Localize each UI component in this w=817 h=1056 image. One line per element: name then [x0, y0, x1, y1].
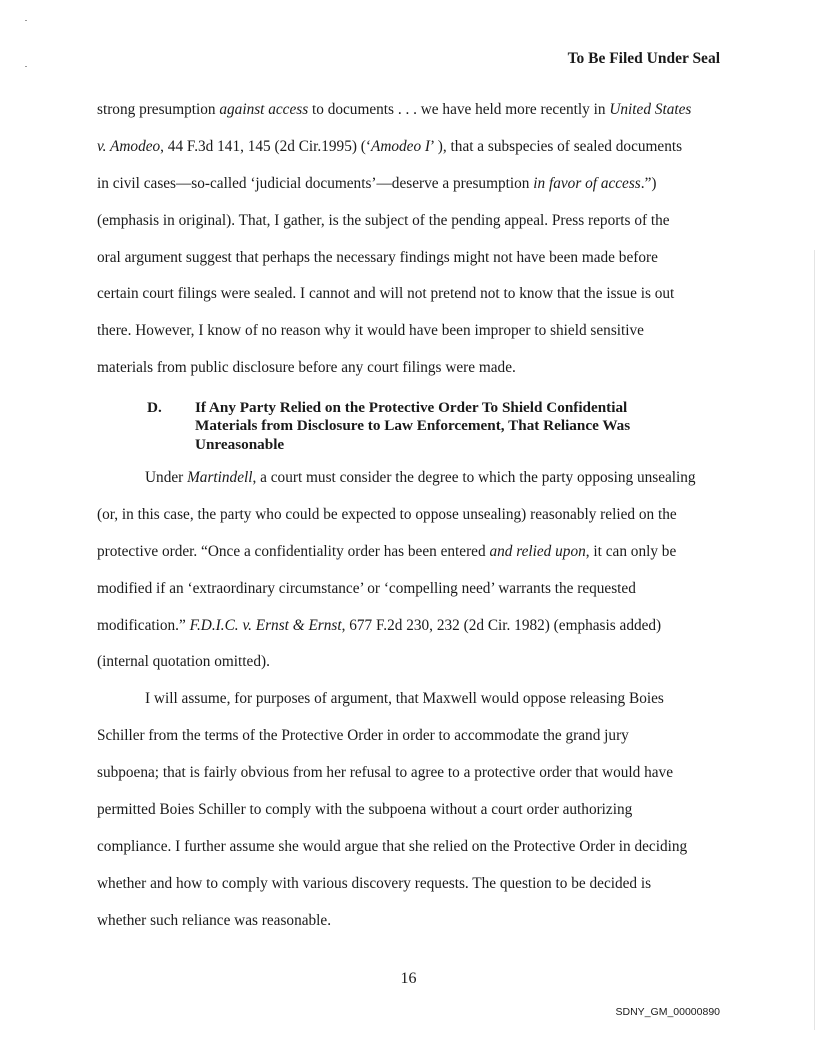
text-line: oral argument suggest that perhaps the necessary findings might not have been made before [97, 248, 658, 266]
text-line: whether such reliance was reasonable. [97, 911, 332, 929]
text-line: (emphasis in original). That, I gather, is the subject of the pending appeal. Press reports of the [97, 211, 670, 229]
body-paragraphs [97, 460, 722, 940]
text-line: (internal quotation omitted). [97, 653, 270, 671]
page-header: To Be Filed Under Seal [567, 50, 720, 67]
text-line: v. Amodeo, 44 F.3d 141, 145 (2d Cir.1995) (‘Amodeo I’ ), that a subspecies of sealed documents [97, 137, 683, 155]
text-line: subpoena; that is fairly obvious from her refusal to agree to a protective order that would have [97, 764, 673, 782]
section-letter: D. [147, 399, 162, 416]
text-line: certain court filings were sealed. I cannot and will not pretend not to know that the issue is out [97, 285, 675, 303]
page-number: 16 [400, 970, 417, 987]
text-line: I will assume, for purposes of argument, that Maxwell would oppose releasing Boies [145, 690, 664, 708]
scan-edge [814, 250, 815, 1030]
text-line: permitted Boies Schiller to comply with the subpoena without a court order authorizing [97, 801, 633, 819]
text-line: whether and how to comply with various discovery requests. The question to be decided is [97, 874, 652, 892]
text-line: protective order. “Once a confidentiality order has been entered and relied upon, it can only be [97, 542, 677, 560]
text-line: modified if an ‘extraordinary circumstance’ or ‘compelling need’ warrants the requested [97, 579, 636, 597]
text-line: materials from public disclosure before any court filings were made. [97, 359, 516, 377]
text-line: Under Martindell, a court must consider the degree to which the party opposing unsealing [145, 469, 696, 486]
section-heading [147, 399, 687, 454]
text-line: (or, in this case, the party who could be expected to oppose unsealing) reasonably relied on the [97, 505, 677, 523]
scan-mark [25, 20, 27, 21]
text-line: compliance. I further assume she would argue that she relied on the Protective Order in deciding [97, 837, 688, 855]
text-line: there. However, I know of no reason why it would have been improper to shield sensitive [97, 322, 644, 340]
section-title: If Any Party Relied on the Protective Order To Shield Confidential Materials from Disclosure to Law Enforcement, That Reliance Was Unreasonable [195, 399, 631, 453]
text-line: in civil cases—so-called ‘judicial documents’—deserve a presumption in favor of access.”) [97, 174, 657, 192]
scan-mark [25, 66, 27, 67]
text-line: modification.” F.D.I.C. v. Ernst & Ernst, 677 F.2d 230, 232 (2d Cir. 1982) (emphasis added) [97, 616, 662, 634]
bates-number: SDNY_GM_00000890 [615, 1006, 720, 1018]
text-line: Schiller from the terms of the Protective Order in order to accommodate the grand jury [97, 727, 629, 745]
paragraph-continued [97, 92, 722, 387]
text-line: strong presumption against access to documents . . . we have held more recently in United States [97, 101, 692, 118]
